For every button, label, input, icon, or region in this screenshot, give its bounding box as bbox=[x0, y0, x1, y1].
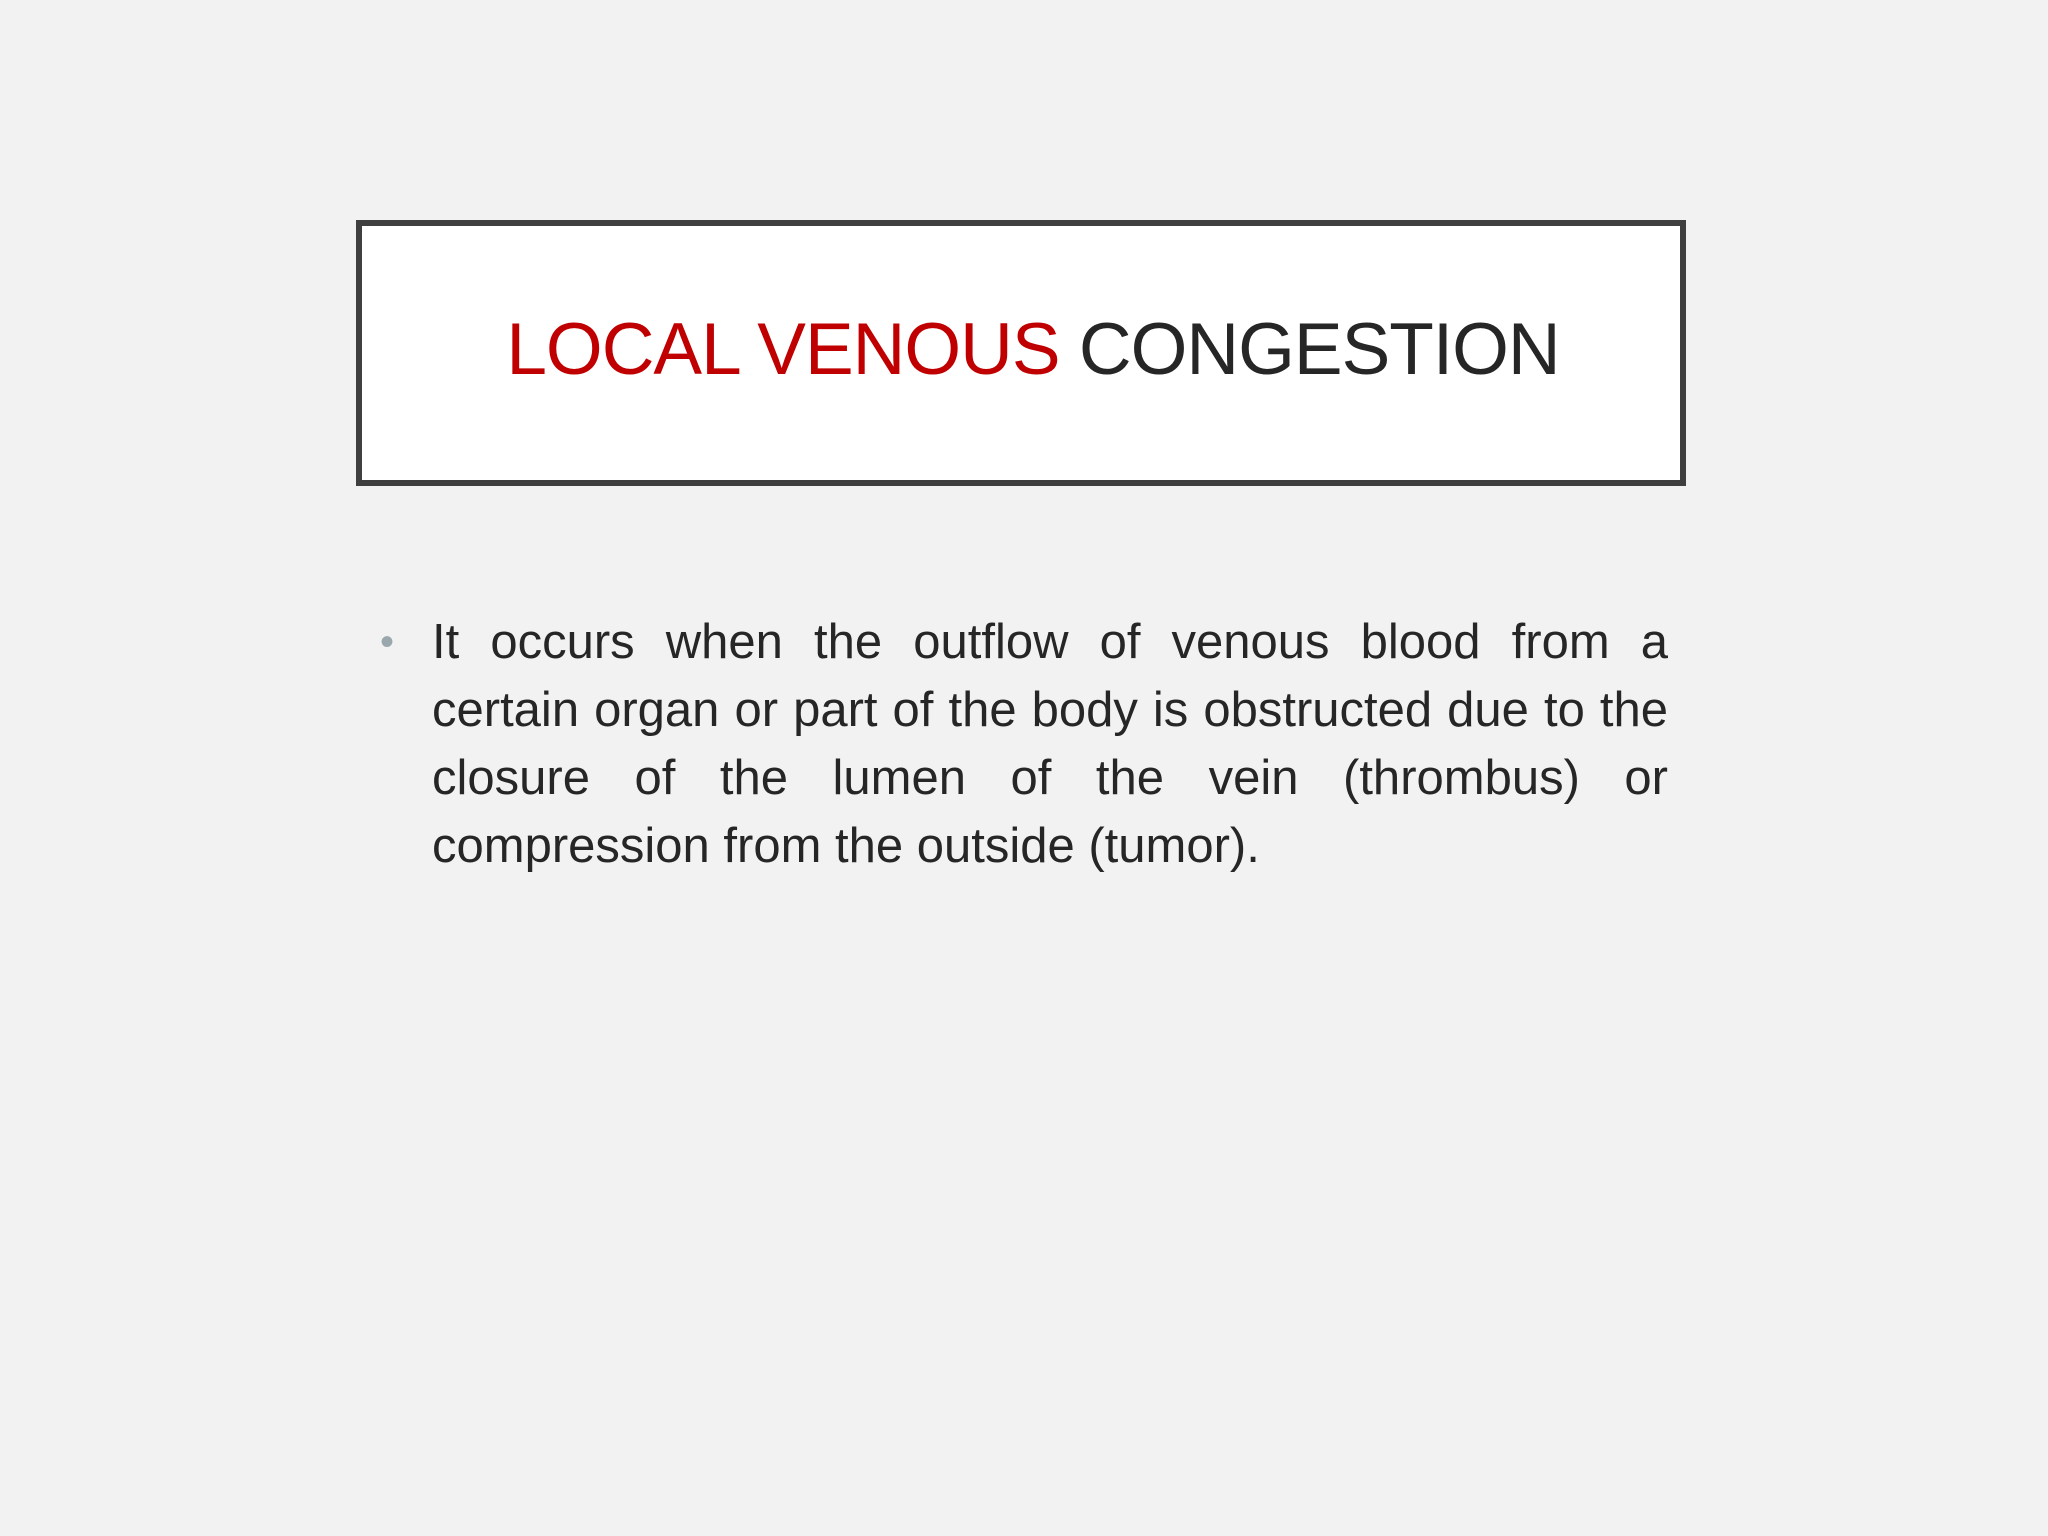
bullet-text: It occurs when the outflow of venous blood from a certain organ or part of the body is obstructed due to the closure of the lumen of the vein (thrombus) or compression from the outside (tumor). bbox=[432, 615, 1668, 873]
bullet-list bbox=[380, 608, 1668, 880]
slide-title bbox=[506, 308, 1560, 390]
slide-title-rest: CONGESTION bbox=[1078, 308, 1560, 390]
slide-title-accent: LOCAL VENOUS bbox=[506, 308, 1060, 390]
bullet-item bbox=[380, 608, 1668, 880]
title-box bbox=[356, 220, 1686, 486]
bullet-dot-icon: • bbox=[380, 620, 395, 664]
